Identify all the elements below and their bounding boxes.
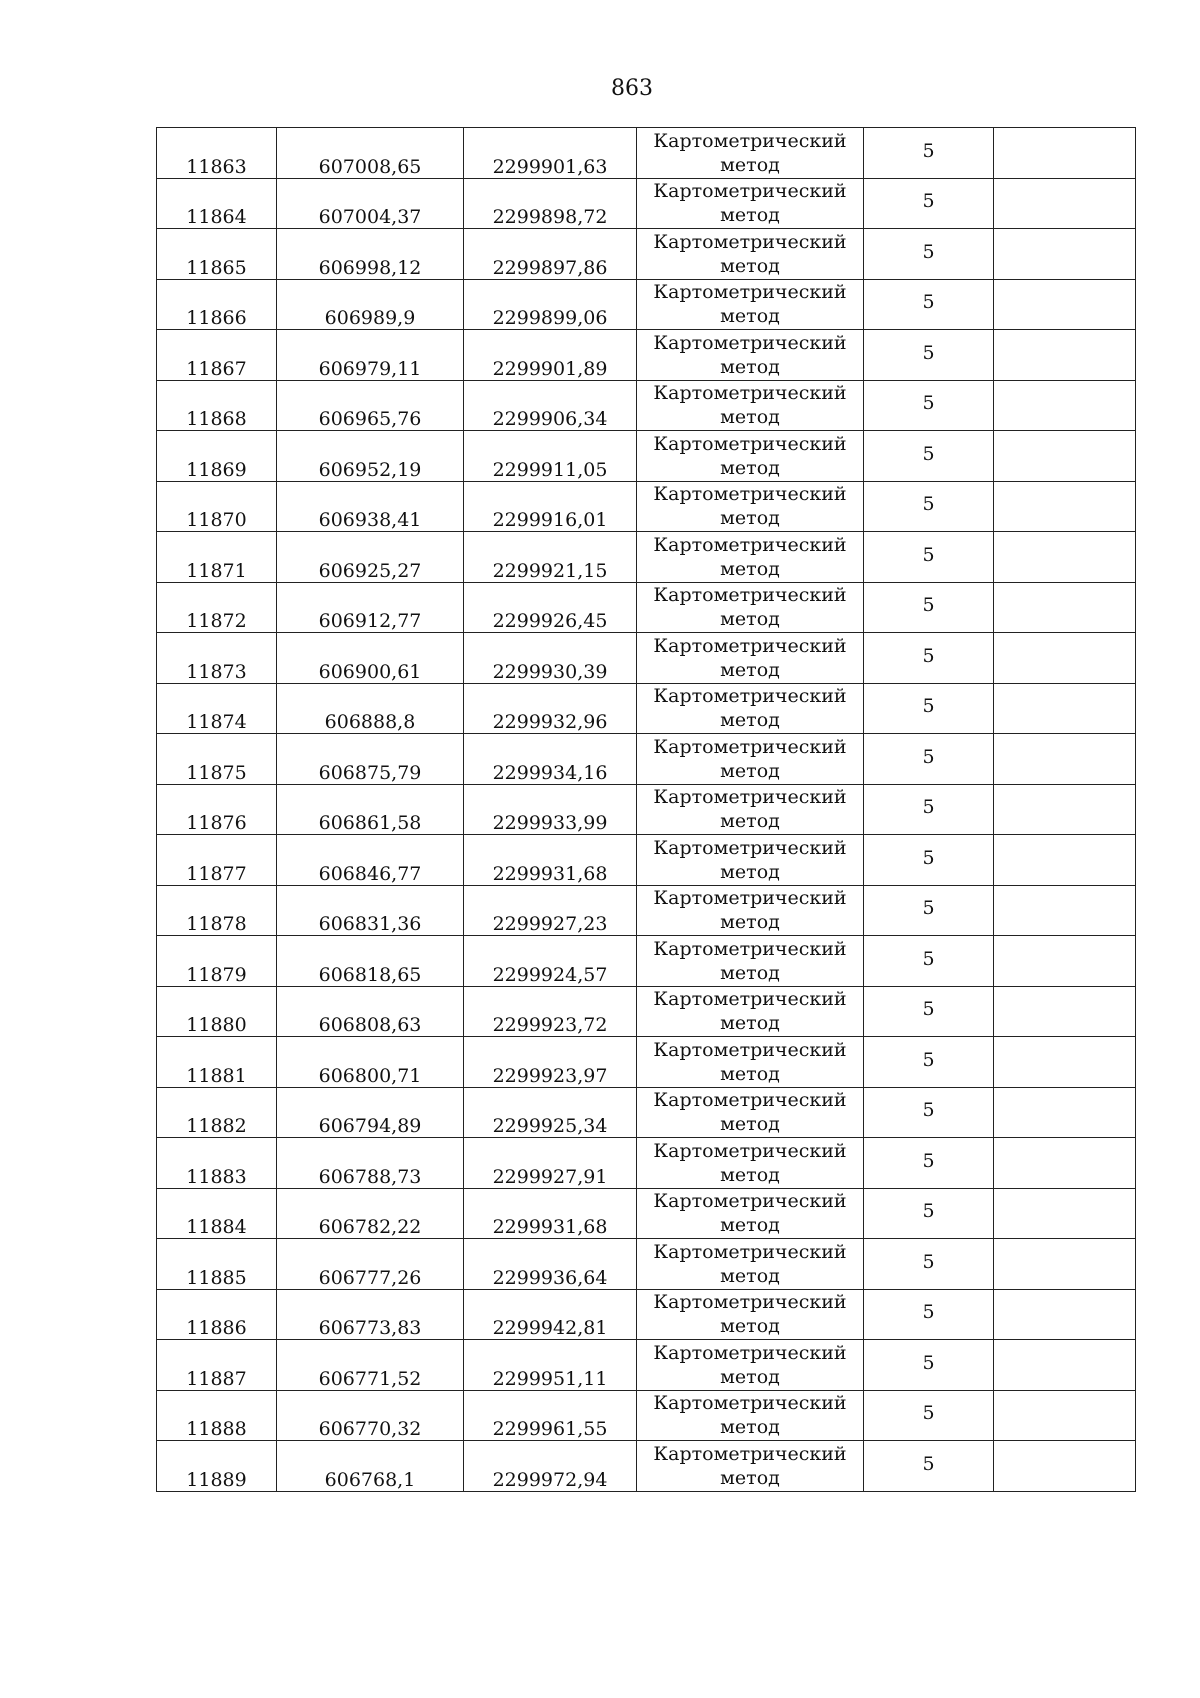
method-cell: [637, 1340, 864, 1391]
accuracy-cell: 5: [864, 582, 994, 633]
method-cell: [637, 178, 864, 229]
method-label-line1: Картометрический: [653, 533, 847, 556]
note-cell: [994, 380, 1136, 431]
point-number-cell: 11869: [157, 431, 277, 482]
method-label-line2: метод: [720, 709, 780, 732]
note-cell: [994, 1289, 1136, 1340]
point-number-cell: 11863: [157, 128, 277, 179]
y-coordinate-cell: 2299936,64: [464, 1239, 637, 1290]
method-label-line2: метод: [720, 507, 780, 530]
x-coordinate-cell: 606808,63: [277, 986, 464, 1037]
point-number-cell: 11878: [157, 885, 277, 936]
method-cell: [637, 582, 864, 633]
x-coordinate-cell: 606771,52: [277, 1340, 464, 1391]
method-label-line1: Картометрический: [653, 432, 847, 455]
method-label-line2: метод: [720, 406, 780, 429]
coordinates-table: [156, 127, 1136, 1492]
note-cell: [994, 128, 1136, 179]
method-label-line1: Картометрический: [653, 230, 847, 253]
accuracy-cell: 5: [864, 229, 994, 280]
method-label-line2: метод: [720, 1466, 780, 1489]
method-label-line1: Картометрический: [653, 129, 847, 152]
x-coordinate-cell: 606998,12: [277, 229, 464, 280]
note-cell: [994, 835, 1136, 886]
table-row: [157, 431, 1136, 482]
method-cell: [637, 633, 864, 684]
y-coordinate-cell: 2299911,05: [464, 431, 637, 482]
x-coordinate-cell: 606900,61: [277, 633, 464, 684]
x-coordinate-cell: 606925,27: [277, 532, 464, 583]
method-label-line2: метод: [720, 355, 780, 378]
method-label-line2: метод: [720, 1113, 780, 1136]
table-row: [157, 481, 1136, 532]
method-cell: [637, 936, 864, 987]
y-coordinate-cell: 2299925,34: [464, 1087, 637, 1138]
x-coordinate-cell: 606888,8: [277, 683, 464, 734]
x-coordinate-cell: 606912,77: [277, 582, 464, 633]
method-label-line2: метод: [720, 204, 780, 227]
method-label-line2: метод: [720, 557, 780, 580]
method-cell: [637, 784, 864, 835]
method-label-line1: Картометрический: [653, 887, 847, 910]
note-cell: [994, 178, 1136, 229]
method-label-line2: метод: [720, 1012, 780, 1035]
note-cell: [994, 229, 1136, 280]
accuracy-cell: 5: [864, 330, 994, 381]
method-cell: [637, 835, 864, 886]
point-number-cell: 11866: [157, 279, 277, 330]
note-cell: [994, 885, 1136, 936]
table-row: [157, 633, 1136, 684]
note-cell: [994, 1087, 1136, 1138]
y-coordinate-cell: 2299897,86: [464, 229, 637, 280]
point-number-cell: 11887: [157, 1340, 277, 1391]
method-cell: [637, 734, 864, 785]
y-coordinate-cell: 2299951,11: [464, 1340, 637, 1391]
method-label-line1: Картометрический: [653, 483, 847, 506]
method-label-line1: Картометрический: [653, 836, 847, 859]
method-cell: [637, 1239, 864, 1290]
table-row: [157, 1087, 1136, 1138]
y-coordinate-cell: 2299898,72: [464, 178, 637, 229]
method-label-line2: метод: [720, 1264, 780, 1287]
method-label-line1: Картометрический: [653, 1392, 847, 1415]
point-number-cell: 11882: [157, 1087, 277, 1138]
method-cell: [637, 1188, 864, 1239]
method-label-line2: метод: [720, 1365, 780, 1388]
table-row: [157, 178, 1136, 229]
y-coordinate-cell: 2299927,91: [464, 1138, 637, 1189]
accuracy-cell: 5: [864, 1037, 994, 1088]
table-row: [157, 1441, 1136, 1492]
note-cell: [994, 330, 1136, 381]
method-label-line1: Картометрический: [653, 937, 847, 960]
x-coordinate-cell: 606875,79: [277, 734, 464, 785]
accuracy-cell: 5: [864, 178, 994, 229]
note-cell: [994, 683, 1136, 734]
method-cell: [637, 380, 864, 431]
point-number-cell: 11883: [157, 1138, 277, 1189]
point-number-cell: 11874: [157, 683, 277, 734]
accuracy-cell: 5: [864, 128, 994, 179]
method-label-line2: метод: [720, 456, 780, 479]
method-label-line1: Картометрический: [653, 382, 847, 405]
note-cell: [994, 481, 1136, 532]
method-label-line2: метод: [720, 1214, 780, 1237]
point-number-cell: 11876: [157, 784, 277, 835]
coordinates-table-body: [157, 128, 1136, 1492]
y-coordinate-cell: 2299933,99: [464, 784, 637, 835]
table-row: [157, 1340, 1136, 1391]
table-row: [157, 229, 1136, 280]
x-coordinate-cell: 606768,1: [277, 1441, 464, 1492]
table-row: [157, 1188, 1136, 1239]
accuracy-cell: 5: [864, 1289, 994, 1340]
method-label-line1: Картометрический: [653, 281, 847, 304]
method-label-line1: Картометрический: [653, 634, 847, 657]
table-row: [157, 532, 1136, 583]
method-label-line1: Картометрический: [653, 1442, 847, 1465]
method-label-line1: Картометрический: [653, 786, 847, 809]
note-cell: [994, 784, 1136, 835]
method-cell: [637, 1289, 864, 1340]
point-number-cell: 11871: [157, 532, 277, 583]
accuracy-cell: 5: [864, 279, 994, 330]
method-cell: [637, 683, 864, 734]
note-cell: [994, 1239, 1136, 1290]
method-label-line2: метод: [720, 1062, 780, 1085]
point-number-cell: 11870: [157, 481, 277, 532]
note-cell: [994, 582, 1136, 633]
point-number-cell: 11888: [157, 1390, 277, 1441]
method-label-line1: Картометрический: [653, 685, 847, 708]
accuracy-cell: 5: [864, 734, 994, 785]
y-coordinate-cell: 2299942,81: [464, 1289, 637, 1340]
x-coordinate-cell: 606989,9: [277, 279, 464, 330]
accuracy-cell: 5: [864, 1188, 994, 1239]
accuracy-cell: 5: [864, 1138, 994, 1189]
table-row: [157, 885, 1136, 936]
method-label-line1: Картометрический: [653, 1291, 847, 1314]
y-coordinate-cell: 2299899,06: [464, 279, 637, 330]
method-cell: [637, 1037, 864, 1088]
method-label-line1: Картометрический: [653, 584, 847, 607]
method-cell: [637, 229, 864, 280]
point-number-cell: 11867: [157, 330, 277, 381]
accuracy-cell: 5: [864, 986, 994, 1037]
table-row: [157, 986, 1136, 1037]
method-label-line1: Картометрический: [653, 1240, 847, 1263]
table-row: [157, 683, 1136, 734]
point-number-cell: 11881: [157, 1037, 277, 1088]
method-label-line1: Картометрический: [653, 1190, 847, 1213]
x-coordinate-cell: 606788,73: [277, 1138, 464, 1189]
table-row: [157, 128, 1136, 179]
y-coordinate-cell: 2299901,89: [464, 330, 637, 381]
method-cell: [637, 481, 864, 532]
method-label-line1: Картометрический: [653, 1038, 847, 1061]
accuracy-cell: 5: [864, 1340, 994, 1391]
x-coordinate-cell: 606965,76: [277, 380, 464, 431]
note-cell: [994, 279, 1136, 330]
method-cell: [637, 128, 864, 179]
table-row: [157, 1239, 1136, 1290]
point-number-cell: 11873: [157, 633, 277, 684]
note-cell: [994, 734, 1136, 785]
accuracy-cell: 5: [864, 532, 994, 583]
x-coordinate-cell: 606800,71: [277, 1037, 464, 1088]
table-row: [157, 835, 1136, 886]
y-coordinate-cell: 2299901,63: [464, 128, 637, 179]
x-coordinate-cell: 607008,65: [277, 128, 464, 179]
method-label-line1: Картометрический: [653, 180, 847, 203]
y-coordinate-cell: 2299931,68: [464, 835, 637, 886]
table-row: [157, 1289, 1136, 1340]
method-label-line2: метод: [720, 254, 780, 277]
x-coordinate-cell: 606794,89: [277, 1087, 464, 1138]
table-row: [157, 330, 1136, 381]
accuracy-cell: 5: [864, 1441, 994, 1492]
point-number-cell: 11885: [157, 1239, 277, 1290]
y-coordinate-cell: 2299924,57: [464, 936, 637, 987]
method-cell: [637, 330, 864, 381]
note-cell: [994, 431, 1136, 482]
method-label-line2: метод: [720, 911, 780, 934]
method-label-line2: метод: [720, 153, 780, 176]
x-coordinate-cell: 606831,36: [277, 885, 464, 936]
table-row: [157, 279, 1136, 330]
method-label-line2: метод: [720, 305, 780, 328]
accuracy-cell: 5: [864, 683, 994, 734]
note-cell: [994, 633, 1136, 684]
point-number-cell: 11875: [157, 734, 277, 785]
point-number-cell: 11872: [157, 582, 277, 633]
x-coordinate-cell: 606952,19: [277, 431, 464, 482]
accuracy-cell: 5: [864, 835, 994, 886]
y-coordinate-cell: 2299926,45: [464, 582, 637, 633]
method-label-line2: метод: [720, 1163, 780, 1186]
y-coordinate-cell: 2299921,15: [464, 532, 637, 583]
table-row: [157, 936, 1136, 987]
note-cell: [994, 1037, 1136, 1088]
table-row: [157, 582, 1136, 633]
point-number-cell: 11865: [157, 229, 277, 280]
method-cell: [637, 1441, 864, 1492]
y-coordinate-cell: 2299916,01: [464, 481, 637, 532]
method-cell: [637, 986, 864, 1037]
method-label-line2: метод: [720, 759, 780, 782]
point-number-cell: 11884: [157, 1188, 277, 1239]
note-cell: [994, 1390, 1136, 1441]
point-number-cell: 11864: [157, 178, 277, 229]
method-cell: [637, 532, 864, 583]
page-number: 863: [611, 76, 653, 101]
accuracy-cell: 5: [864, 784, 994, 835]
point-number-cell: 11879: [157, 936, 277, 987]
method-label-line1: Картометрический: [653, 1089, 847, 1112]
y-coordinate-cell: 2299906,34: [464, 380, 637, 431]
x-coordinate-cell: 606770,32: [277, 1390, 464, 1441]
method-cell: [637, 1087, 864, 1138]
table-row: [157, 1390, 1136, 1441]
y-coordinate-cell: 2299932,96: [464, 683, 637, 734]
accuracy-cell: 5: [864, 380, 994, 431]
method-label-line2: метод: [720, 608, 780, 631]
point-number-cell: 11877: [157, 835, 277, 886]
point-number-cell: 11889: [157, 1441, 277, 1492]
accuracy-cell: 5: [864, 1390, 994, 1441]
x-coordinate-cell: 606846,77: [277, 835, 464, 886]
note-cell: [994, 1340, 1136, 1391]
accuracy-cell: 5: [864, 431, 994, 482]
method-cell: [637, 1138, 864, 1189]
accuracy-cell: 5: [864, 481, 994, 532]
y-coordinate-cell: 2299972,94: [464, 1441, 637, 1492]
y-coordinate-cell: 2299931,68: [464, 1188, 637, 1239]
point-number-cell: 11880: [157, 986, 277, 1037]
method-label-line1: Картометрический: [653, 1139, 847, 1162]
note-cell: [994, 1441, 1136, 1492]
y-coordinate-cell: 2299923,97: [464, 1037, 637, 1088]
x-coordinate-cell: 606773,83: [277, 1289, 464, 1340]
x-coordinate-cell: 606938,41: [277, 481, 464, 532]
method-label-line2: метод: [720, 860, 780, 883]
note-cell: [994, 1138, 1136, 1189]
x-coordinate-cell: 606818,65: [277, 936, 464, 987]
y-coordinate-cell: 2299961,55: [464, 1390, 637, 1441]
y-coordinate-cell: 2299923,72: [464, 986, 637, 1037]
table-row: [157, 1037, 1136, 1088]
method-cell: [637, 431, 864, 482]
accuracy-cell: 5: [864, 885, 994, 936]
x-coordinate-cell: 606979,11: [277, 330, 464, 381]
note-cell: [994, 1188, 1136, 1239]
method-label-line1: Картометрический: [653, 988, 847, 1011]
table-row: [157, 380, 1136, 431]
method-label-line1: Картометрический: [653, 1341, 847, 1364]
note-cell: [994, 986, 1136, 1037]
accuracy-cell: 5: [864, 936, 994, 987]
accuracy-cell: 5: [864, 1239, 994, 1290]
table-row: [157, 784, 1136, 835]
method-cell: [637, 279, 864, 330]
method-label-line2: метод: [720, 1416, 780, 1439]
y-coordinate-cell: 2299930,39: [464, 633, 637, 684]
point-number-cell: 11886: [157, 1289, 277, 1340]
method-label-line1: Картометрический: [653, 735, 847, 758]
table-row: [157, 1138, 1136, 1189]
x-coordinate-cell: 606861,58: [277, 784, 464, 835]
method-label-line1: Картометрический: [653, 331, 847, 354]
x-coordinate-cell: 607004,37: [277, 178, 464, 229]
method-label-line2: метод: [720, 1315, 780, 1338]
table-row: [157, 734, 1136, 785]
method-cell: [637, 885, 864, 936]
method-label-line2: метод: [720, 810, 780, 833]
accuracy-cell: 5: [864, 633, 994, 684]
y-coordinate-cell: 2299927,23: [464, 885, 637, 936]
x-coordinate-cell: 606777,26: [277, 1239, 464, 1290]
accuracy-cell: 5: [864, 1087, 994, 1138]
note-cell: [994, 532, 1136, 583]
x-coordinate-cell: 606782,22: [277, 1188, 464, 1239]
method-label-line2: метод: [720, 658, 780, 681]
note-cell: [994, 936, 1136, 987]
point-number-cell: 11868: [157, 380, 277, 431]
method-cell: [637, 1390, 864, 1441]
y-coordinate-cell: 2299934,16: [464, 734, 637, 785]
method-label-line2: метод: [720, 961, 780, 984]
